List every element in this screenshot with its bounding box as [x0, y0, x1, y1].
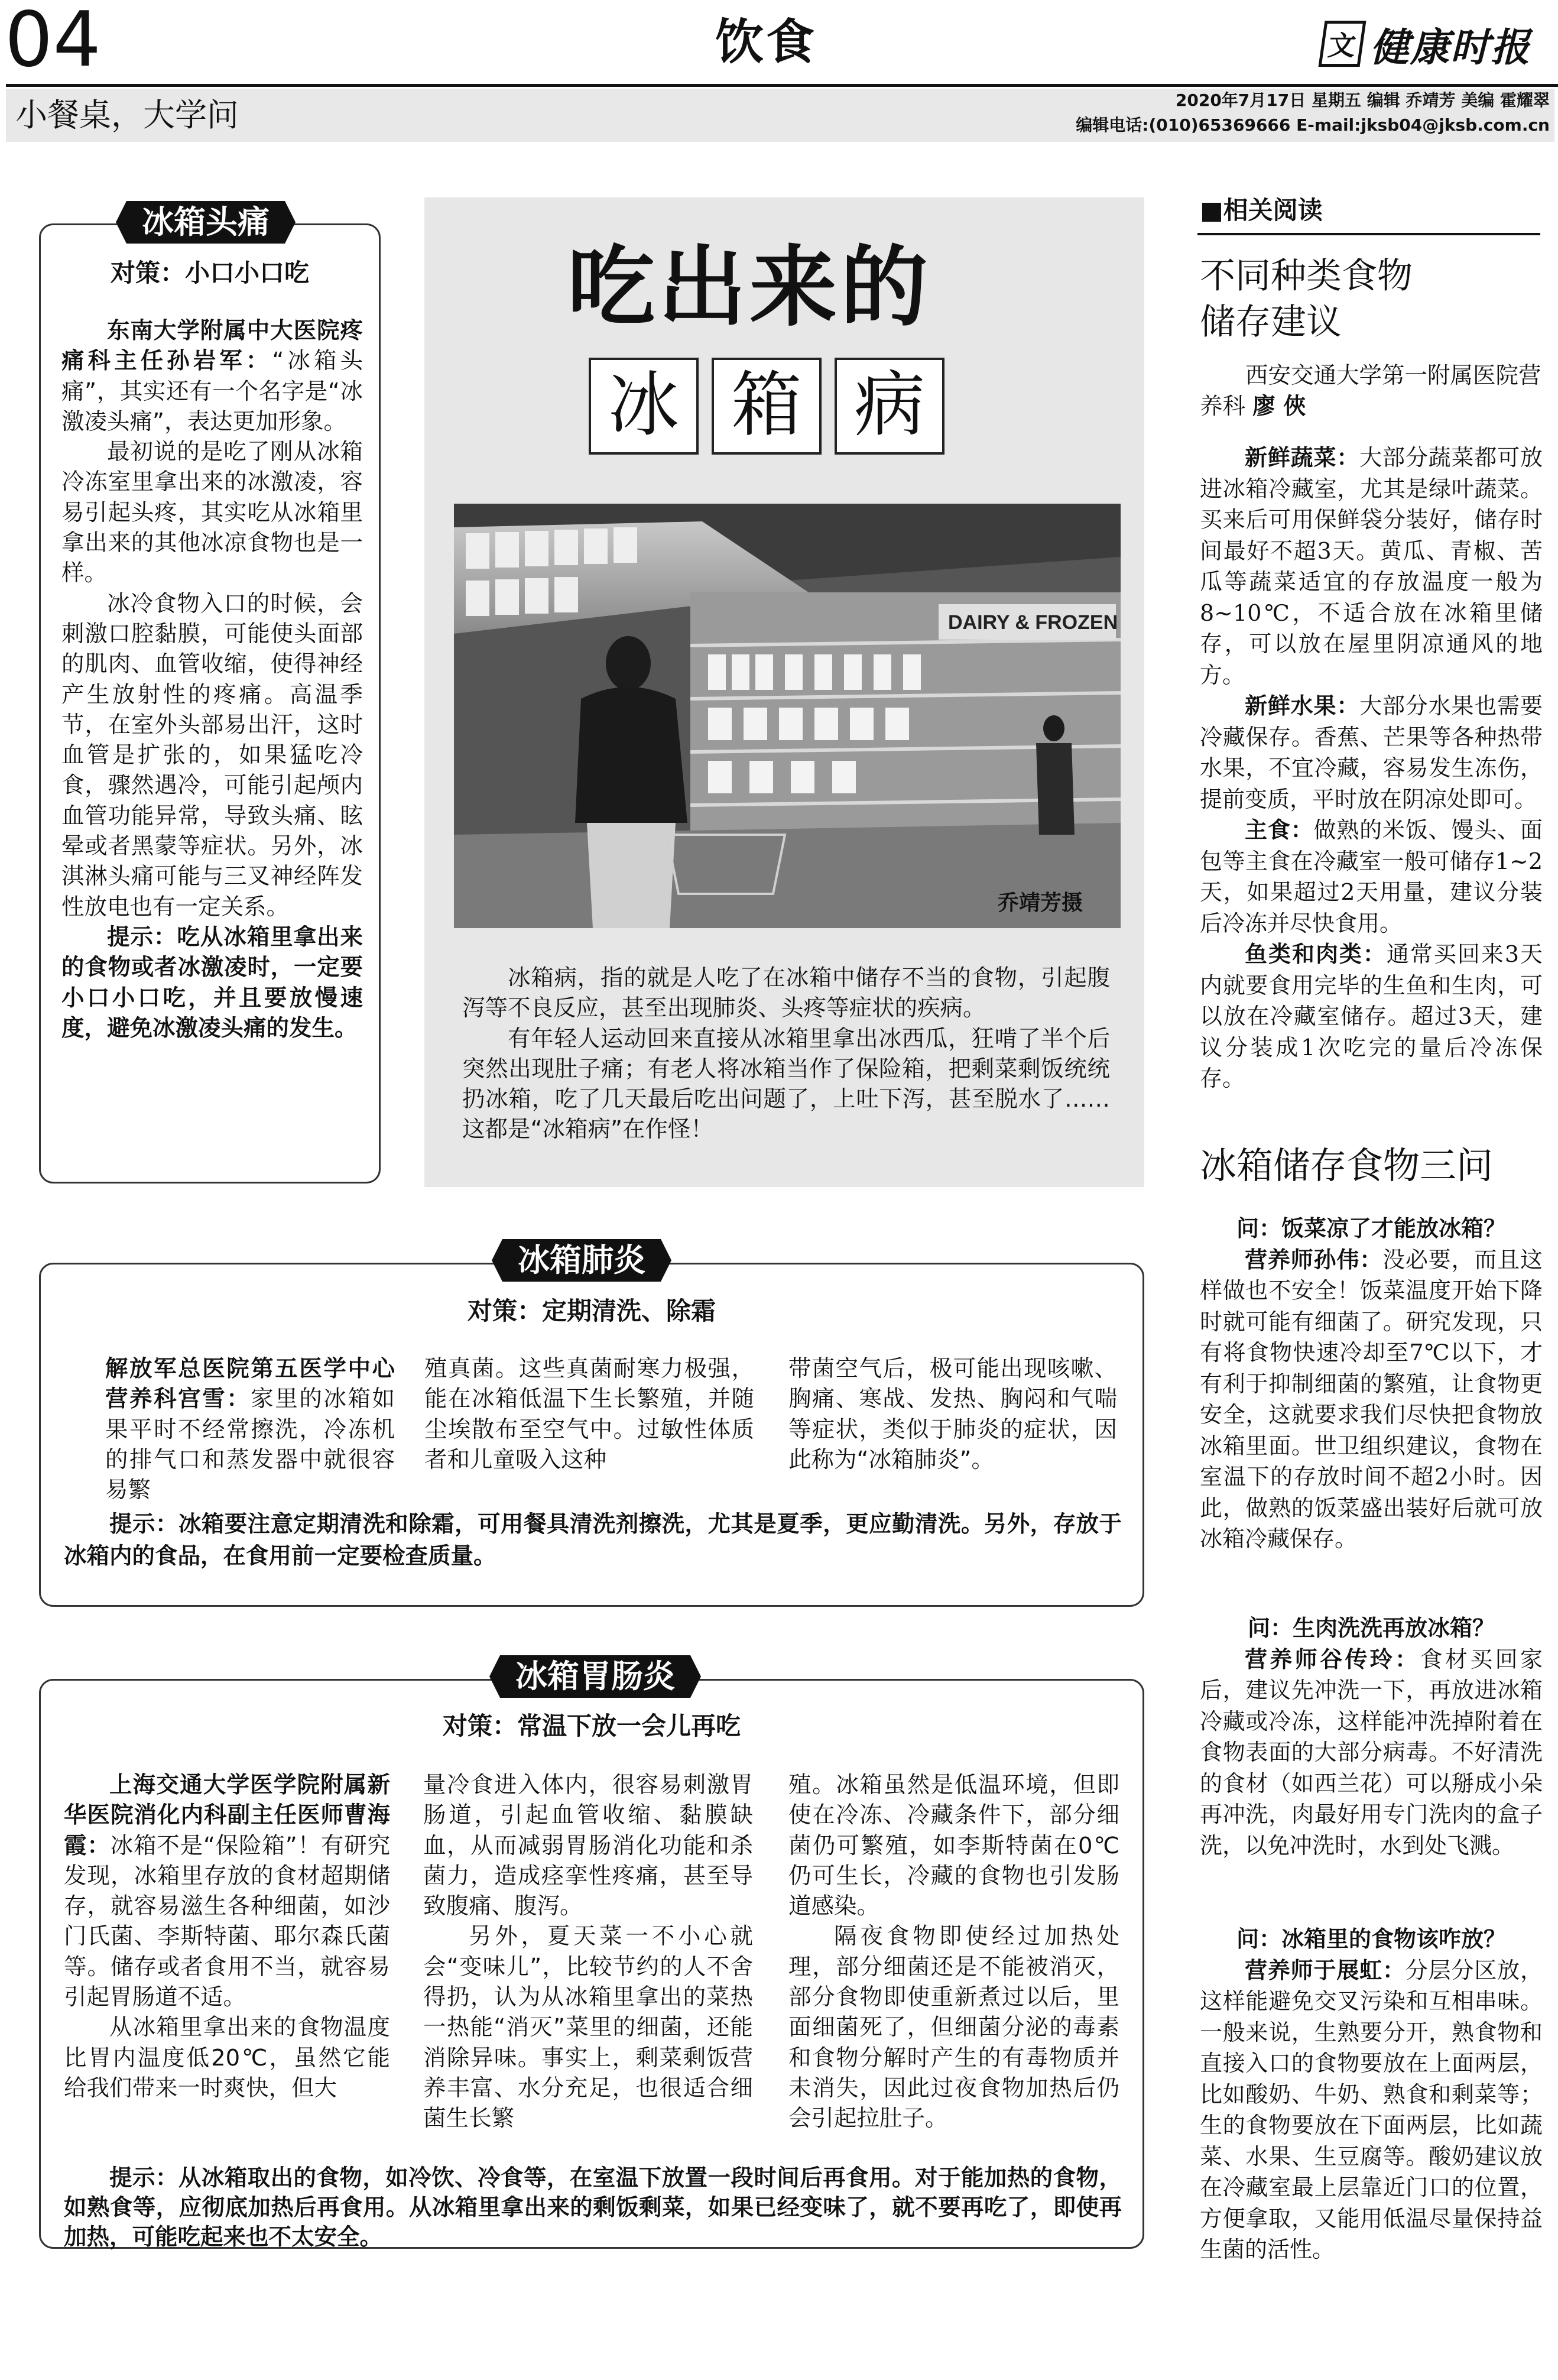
sidebar-question-3	[1200, 1924, 1543, 2265]
question: 问：冰箱里的食物该咋放？	[1236, 1925, 1506, 1952]
contact-line: 编辑电话:(010)65369666 E-mail:jksb04@jksb.com.cn	[1076, 115, 1550, 135]
masthead-logo	[1322, 17, 1531, 71]
sidebar-author	[1200, 361, 1543, 422]
supermarket-photo	[454, 504, 1121, 928]
paragraph-text: 冰箱不是“保险箱”！有研究发现，冰箱里存放的食材超期储存，就容易滋生各种细菌，如沙门氏菌、李斯特菌、耶尔森氏菌等。储存或者食用不当，就容易引起胃肠道不适。	[64, 1832, 390, 2011]
article-paragraph	[61, 316, 363, 437]
box-gastro-column-3	[788, 1770, 1119, 2134]
answer	[1200, 1644, 1543, 1862]
title-line: 储存建议	[1200, 301, 1342, 343]
box-pneumonia-column-3	[788, 1354, 1117, 1475]
answer-text: 食材买回家后，建议先冲洗一下，再放进冰箱冷藏或冷冻，这样能冲洗掉附着在食物表面的大部分病毒。不好清洗的食材（如西兰花）可以掰成小朵再冲洗，肉最好用专门洗肉的盒子洗，以免冲洗时，水到处飞溅。	[1200, 1646, 1543, 1859]
item-label: 鱼类和肉类：	[1245, 941, 1387, 967]
article-paragraph: 量冷食进入体内，很容易刺激胃肠道，引起血管收缩、黏膜缺血，从而减弱胃肠消化功能和杀菌力，造成痉挛性疼痛，甚至导致腹痛、腹泻。	[423, 1772, 753, 1920]
article-paragraph: 冰冷食物入口的时候，会刺激口腔黏膜，可能使头面部的肌肉、血管收缩，使得神经产生放射性的疼痛。高温季节，在室外头部易出汗，这时血管是扩张的，如果猛吃冷食，骤然遇冷，可能引起颅内血管功能异常，导致头痛、眩晕或者黑蒙等症状。另外，冰淇淋头痛可能与三叉神经阵发性放电也有一定关系。	[61, 590, 363, 920]
article-paragraph: 冰箱病，指的就是人吃了在冰箱中储存不当的食物，引起腹泻等不良反应，甚至出现肺炎、头疼等症状的疾病。	[462, 965, 1110, 1022]
answer	[1200, 1955, 1543, 2265]
answer-label: 营养师谷传玲：	[1245, 1645, 1420, 1672]
title-line: 不同种类食物	[1200, 255, 1413, 297]
article-paragraph	[1200, 690, 1543, 815]
answer	[1200, 1244, 1543, 1555]
article-paragraph	[1200, 442, 1543, 690]
header-rule	[6, 84, 1558, 87]
article-paragraph	[1200, 815, 1543, 939]
feature-subtitle	[589, 358, 944, 455]
expert-name: 解放军总医院第五医学中心营养科宫雪：	[105, 1356, 395, 1413]
box-pneumonia-column-2	[424, 1354, 754, 1475]
date-editor-line: 2020年7月17日 星期五 编辑 乔靖芳 美编 霍耀翠	[1175, 90, 1550, 110]
item-label: 新鲜蔬菜：	[1245, 444, 1360, 471]
box-gastro-column-2	[423, 1770, 753, 2134]
paragraph-text: 家里的冰箱如果平时不经常擦洗，冷冻机的排气口和蒸发器中就很容易繁	[105, 1386, 395, 1504]
answer-label: 营养师孙伟：	[1245, 1246, 1382, 1273]
sidebar-question-2	[1200, 1613, 1543, 1861]
subtitle-char: 冰	[589, 358, 699, 455]
author-name: 廖 俠	[1252, 393, 1306, 420]
article-paragraph: 殖。冰箱虽然是低温环境，但即使在冷冻、冷藏条件下，部分细菌仍可繁殖，如李斯特菌在0℃仍可生长，冷藏的食物也引发肠道感染。	[788, 1772, 1119, 1920]
box-gastro-strategy: 对策：常温下放一会儿再吃	[442, 1711, 741, 1740]
author-line	[1200, 361, 1543, 422]
item-text: 大部分水果也需要冷藏保存。香蕉、芒果等各种热带水果，不宜冷藏，容易发生冻伤，提前变质，平时放在阴凉处即可。	[1200, 693, 1543, 812]
sidebar-rule	[1197, 233, 1540, 235]
section-slogan: 小餐桌，大学问	[15, 96, 239, 134]
item-label: 主食：	[1245, 816, 1314, 843]
box-pneumonia-tip: 提示：冰箱要注意定期清洗和除霜，可用餐具清洗剂擦洗，尤其是夏季，更应勤清洗。另外，存放于冰箱内的食品，在食用前一定要检查质量。	[64, 1511, 1122, 1570]
article-paragraph	[64, 1770, 390, 2012]
tip-paragraph: 提示：吃从冰箱里拿出来的食物或者冰激凌时，一定要小口小口吃，并且要放慢速度，避免冰激凌头痛的发生。	[61, 923, 363, 1042]
article-paragraph: 从冰箱里拿出来的食物温度比胃内温度低20℃，虽然它能给我们带来一时爽快，但大	[64, 2014, 390, 2102]
box-gastro-tip: 提示：从冰箱取出的食物，如冷饮、冷食等，在室温下放置一段时间后再食用。对于能加热的食物，如熟食等，应彻底加热后再食用。从冰箱里拿出来的剩饭剩菜，如果已经变味了，就不要再吃了，即使再加热，可能吃起来也不太安全。	[64, 2165, 1122, 2251]
box-headache-strategy: 对策：小口小口吃	[110, 258, 309, 287]
photo-credit: 乔靖芳摄	[998, 891, 1083, 915]
article-paragraph: 隔夜食物即使经过加热处理，部分细菌还是不能被消灭，部分食物即使重新煮过以后，里面细菌死了，但细菌分泌的毒素和食物分解时产生的有毒物质并未消失，因此过夜食物加热后仍会引起拉肚子。	[788, 1923, 1119, 2132]
photo-sign-text: DAIRY & FROZEN	[948, 611, 1118, 634]
logo-mark-icon: 文	[1319, 21, 1367, 67]
expert-name: 上海交通大学医学院附属新华医院消化内科副主任医师曹海霞：	[64, 1772, 390, 1859]
sidebar-question-1	[1200, 1213, 1543, 1555]
sidebar-header: ■相关阅读	[1200, 196, 1323, 225]
author-org: 西安交通大学第一附属医院营养科	[1200, 362, 1541, 420]
question: 问：饭菜凉了才能放冰箱？	[1236, 1215, 1506, 1241]
answer-text: 分层分区放，这样能避免交叉污染和互相串味。一般来说，生熟要分开，熟食物和直接入口的食物要放在上面两层，比如酸奶、牛奶、熟食和剩菜等；生的食物要放在下面两层，比如蔬菜、水果、生豆腐等。酸奶建议放在冷藏室最上层靠近门口的位置，方便拿取，又能用低温尽量保持益生菌的活性。	[1200, 1957, 1543, 2262]
item-text: 做熟的米饭、馒头、面包等主食在冷藏室一般可储存1~2天，如果超过2天用量，建议分装后冷冻并尽快食用。	[1200, 817, 1543, 936]
box-gastro-column-1	[64, 1770, 390, 2103]
box-pneumonia-column-1	[105, 1354, 395, 1505]
article-paragraph: 最初说的是吃了刚从冰箱冷冻室里拿出来的冰激凌，容易引起头疼，其实吃从冰箱里拿出来的其他冰凉食物也是一样。	[61, 439, 363, 587]
expert-name: 东南大学附属中大医院疼痛科主任孙岩军：	[61, 317, 363, 375]
logo-name: 健康时报	[1370, 24, 1531, 70]
feature-title: 吃出来的	[567, 235, 931, 338]
box-headache-column	[61, 316, 363, 1043]
sidebar-title-storage	[1200, 253, 1543, 345]
article-paragraph: 有年轻人运动回来直接从冰箱里拿出冰西瓜，狂啃了半个后突然出现肚子痛；有老人将冰箱当作了保险箱，把剩菜剩饭统统扔冰箱，吃了几天最后吃出问题了，上吐下泻，甚至脱水了……这都是“冰箱病”在作怪！	[462, 1025, 1110, 1143]
paragraph-text: “冰箱头痛”，其实还有一个名字是“冰激凌头痛”，表达更加形象。	[61, 348, 363, 435]
feature-intro	[462, 963, 1110, 1145]
box-pneumonia-tab: 冰箱肺炎	[502, 1239, 661, 1282]
section-title: 饮食	[715, 14, 817, 70]
item-text: 大部分蔬菜都可放进冰箱冷藏室，尤其是绿叶蔬菜。买来后可用保鲜袋分装好，储存时间最好不超3天。黄瓜、青椒、苦瓜等蔬菜适宜的存放温度一般为8~10℃，不适合放在冰箱里储存，可以放在屋里阴凉通风的地方。	[1200, 445, 1543, 688]
answer-label: 营养师于展虹：	[1245, 1956, 1406, 1983]
article-paragraph: 另外，夏天菜一不小心就会“变味儿”，比较节约的人不舍得扔，认为从冰箱里拿出的菜热一热能“消灭”菜里的细菌，还能消除异味。事实上，剩菜剩饭营养丰富、水分充足，也很适合细菌生长繁	[423, 1923, 753, 2132]
question: 问：生肉洗洗再放冰箱？	[1247, 1614, 1495, 1641]
article-paragraph: 带菌空气后，极可能出现咳嗽、胸痛、寒战、发热、胸闷和气喘等症状，类似于肺炎的症状，因此称为“冰箱肺炎”。	[788, 1356, 1117, 1473]
box-headache-tab: 冰箱头痛	[126, 201, 285, 244]
subtitle-char: 病	[835, 358, 944, 455]
page-number: 04	[5, 0, 101, 84]
sidebar-storage-text	[1200, 442, 1543, 1094]
item-text: 通常买回来3天内就要食用完毕的生鱼和生肉，可以放在冷藏室储存。超过3天，建议分装成1次吃完的量后冷冻保存。	[1200, 941, 1543, 1091]
article-paragraph	[1200, 939, 1543, 1094]
article-paragraph: 殖真菌。这些真菌耐寒力极强，能在冰箱低温下生长繁殖，并随尘埃散布至空气中。过敏性体质者和儿童吸入这种	[424, 1356, 754, 1473]
answer-text: 没必要，而且这样做也不安全！饭菜温度开始下降时就可能有细菌了。研究发现，只有将食物快速冷却至7℃以下，才有利于抑制细菌的繁殖，让食物更安全，这就要求我们尽快把食物放冰箱里面。世卫组织建议，食物在室温下的存放时间不超2小时。因此，做熟的饭菜盛出装好后就可放冰箱冷藏保存。	[1200, 1246, 1543, 1552]
photo-illustration	[454, 504, 1121, 928]
subtitle-char: 箱	[712, 358, 822, 455]
sidebar-title-questions: 冰箱储存食物三问	[1200, 1144, 1494, 1187]
article-paragraph	[105, 1354, 395, 1505]
item-label: 新鲜水果：	[1245, 692, 1360, 719]
box-gastro-tab: 冰箱胃肠炎	[500, 1655, 690, 1698]
box-pneumonia-strategy: 对策：定期清洗、除霜	[467, 1296, 716, 1325]
